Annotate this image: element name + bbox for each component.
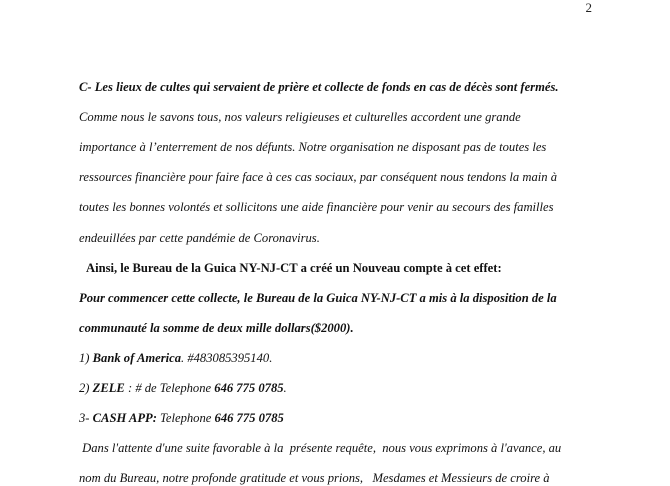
payment-method-bank	[79, 351, 619, 365]
contribution-line-1: Pour commencer cette collecte, le Bureau de la Guica NY-NJ-CT a mis à la disposition de la	[79, 291, 557, 305]
payment-detail: 646 775 0785	[214, 381, 284, 395]
payment-prefix: 1)	[79, 351, 93, 365]
page-number: 2	[585, 0, 592, 15]
payment-prefix: 2)	[79, 381, 93, 395]
account-announcement: Ainsi, le Bureau de la Guica NY-NJ-CT a créé un Nouveau compte à cet effet:	[86, 261, 502, 275]
payment-detail: #483085395140	[187, 351, 270, 365]
payment-method-zele	[79, 381, 619, 395]
payment-method-cashapp	[79, 411, 619, 425]
closing-line-2: nom du Bureau, notre profonde gratitude et vous prions, Mesdames et Messieurs de croire à	[79, 471, 550, 485]
payment-separator: : # de Telephone	[124, 381, 215, 395]
section-c-line-5: endeuillées par cette pandémie de Coronavirus.	[79, 231, 320, 245]
payment-prefix: 3-	[79, 411, 93, 425]
section-c-line-4: toutes les bonnes volontés et sollicitons une aide financière pour venir au secours des familles	[79, 200, 554, 214]
payment-name: Bank of America	[92, 351, 182, 365]
section-c-heading: C- Les lieux de cultes qui servaient de prière et collecte de fonds en cas de décès sont fermés.	[79, 80, 559, 94]
payment-name: CASH APP:	[92, 411, 157, 425]
section-c-line-3: ressources financière pour faire face à ces cas sociaux, par conséquent nous tendons la main à	[79, 170, 558, 184]
contribution-line-2: communauté la somme de deux mille dollars($2000).	[79, 321, 354, 335]
section-c-line-1: Comme nous le savons tous, nos valeurs religieuses et culturelles accordent une grande	[79, 110, 521, 124]
closing-line-1: Dans l'attente d'une suite favorable à la présente requête, nous vous exprimons à l'avance, au	[79, 441, 562, 455]
payment-end: .	[269, 351, 273, 365]
payment-name: ZELE	[92, 381, 125, 395]
payment-end: .	[283, 381, 287, 395]
section-c-line-2: importance à l’enterrement de nos défunts. Notre organisation ne disposant pas de toutes les	[79, 140, 547, 154]
payment-separator: .	[181, 351, 188, 365]
payment-detail: 646 775 0785	[214, 411, 284, 425]
payment-separator: Telephone	[156, 411, 215, 425]
